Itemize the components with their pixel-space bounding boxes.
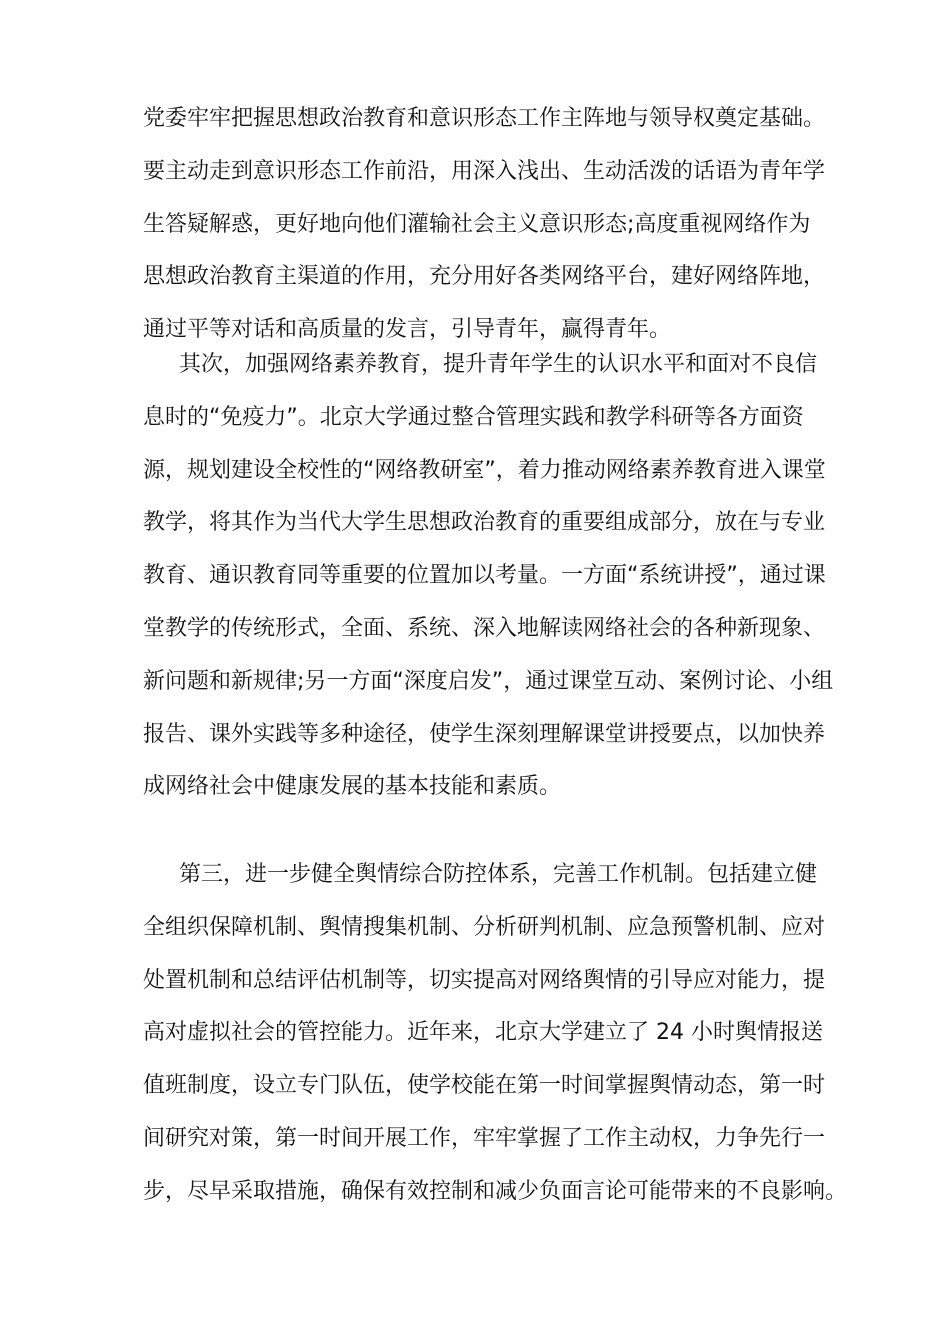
text-line: 处置机制和总结评估机制等，切实提高对网络舆情的引导应对能力，提 <box>143 967 826 993</box>
text-line: 源，规划建设全校性的“网络教研室”，着力推动网络素养教育进入课堂 <box>143 457 826 483</box>
text-line: 党委牢牢把握思想政治教育和意识形态工作主阵地与领导权奠定基础。 <box>143 106 826 131</box>
text-line: 成网络社会中健康发展的基本技能和素质。 <box>143 774 562 800</box>
text-line: 教育、通识教育同等重要的位置加以考量。一方面“系统讲授”，通过课 <box>143 563 826 589</box>
text-line: 报告、课外实践等多种途径，使学生深刻理解课堂讲授要点，以加快养 <box>143 721 826 747</box>
text-line: 息时的“免疫力”。北京大学通过整合管理实践和教学科研等各方面资 <box>143 404 804 430</box>
text-line: 其次，加强网络素养教育，提升青年学生的认识水平和面对不良信 <box>179 352 818 377</box>
paragraph-2 <box>143 339 834 814</box>
text-line: 间研究对策，第一时间开展工作，牢牢掌握了工作主动权，力争先行一 <box>143 1125 826 1151</box>
text-line: 步，尽早采取措施，确保有效控制和减少负面言论可能带来的不良影响。 <box>143 1178 848 1204</box>
paragraph-1 <box>143 93 826 357</box>
text-line: 思想政治教育主渠道的作用，充分用好各类网络平台，建好网络阵地， <box>143 264 826 290</box>
paragraph-3 <box>143 849 848 1219</box>
text-line: 新问题和新规律;另一方面“深度启发”，通过课堂互动、案例讨论、小组 <box>143 668 834 694</box>
text-line: 全组织保障机制、舆情搜集机制、分析研判机制、应急预警机制、应对 <box>143 914 826 940</box>
text-line: 第三，进一步健全舆情综合防控体系，完善工作机制。包括建立健 <box>179 862 818 887</box>
text-line: 教学，将其作为当代大学生思想政治教育的重要组成部分，放在与专业 <box>143 510 826 536</box>
text-line: 生答疑解惑，更好地向他们灌输社会主义意识形态;高度重视网络作为 <box>143 211 811 237</box>
text-line: 高对虚拟社会的管控能力。近年来，北京大学建立了 24 小时舆情报送 <box>143 1020 823 1046</box>
text-line: 值班制度，设立专门队伍，使学校能在第一时间掌握舆情动态，第一时 <box>143 1073 826 1099</box>
text-line: 堂教学的传统形式，全面、系统、深入地解读网络社会的各种新现象、 <box>143 615 826 641</box>
text-line: 要主动走到意识形态工作前沿，用深入浅出、生动活泼的话语为青年学 <box>143 158 826 184</box>
text-line: 通过平等对话和高质量的发言，引导青年，赢得青年。 <box>143 317 672 343</box>
